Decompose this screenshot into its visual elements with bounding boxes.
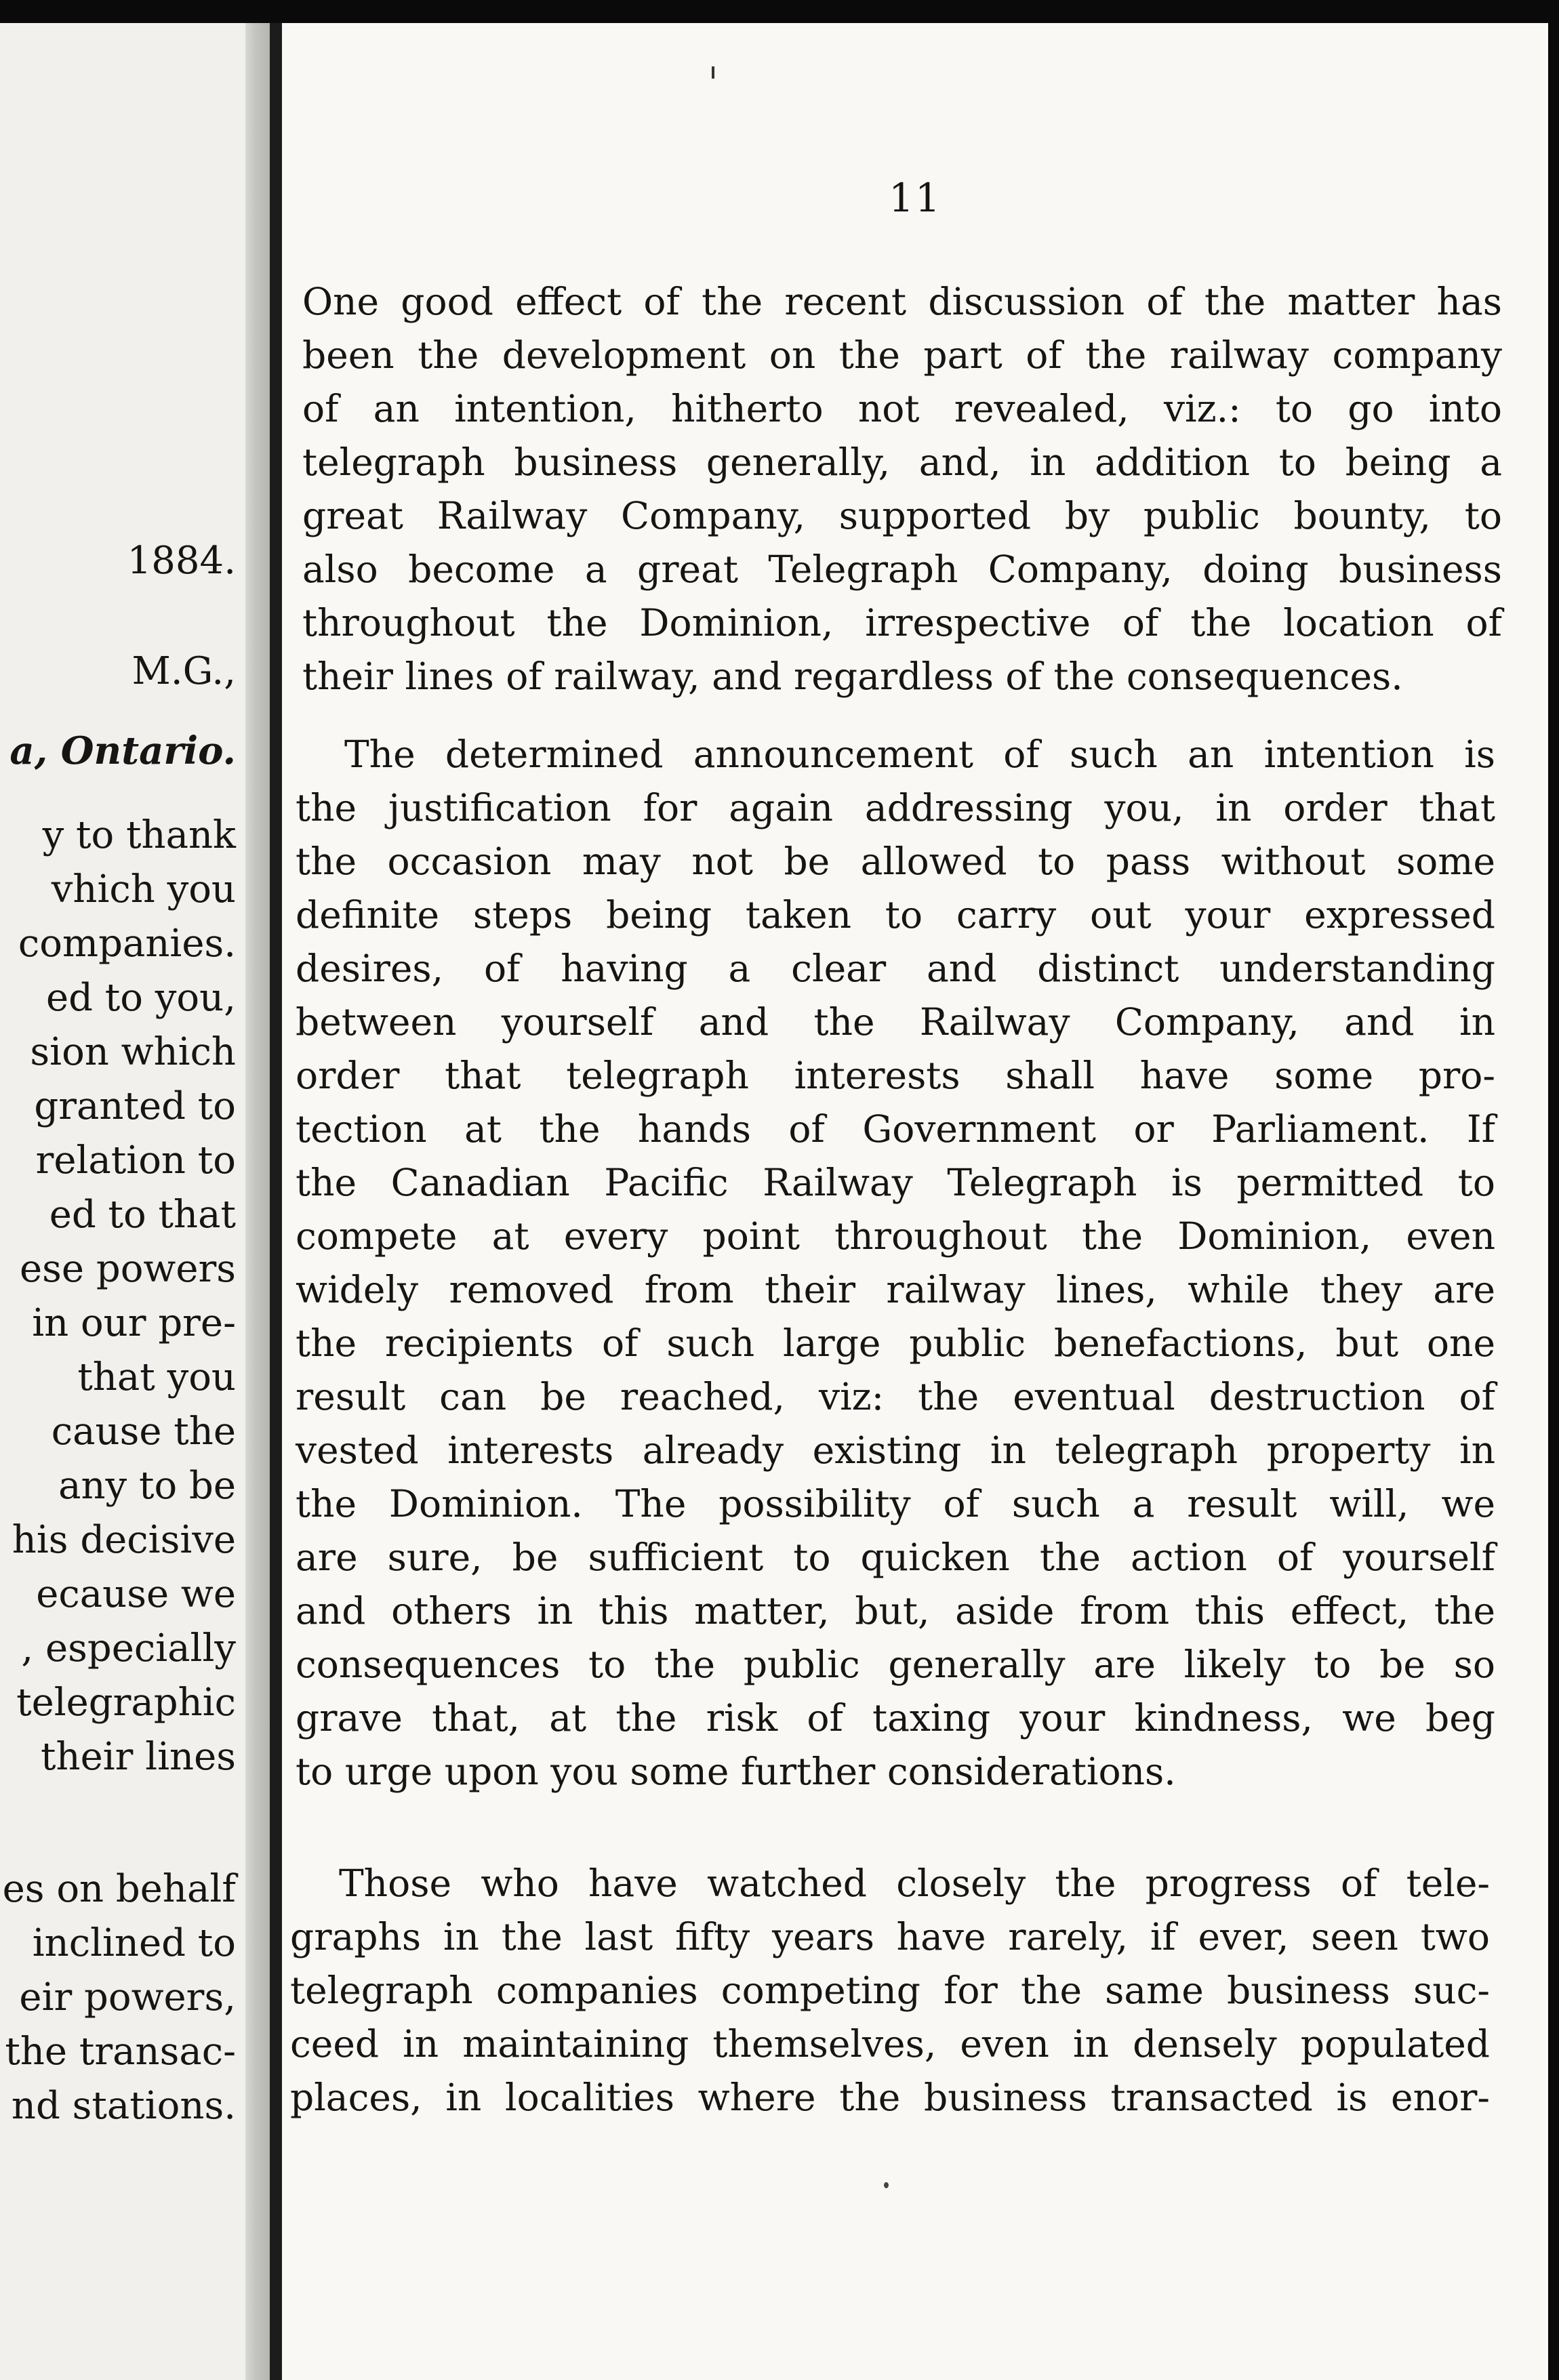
paragraph-line: between yourself and the Railway Company, and in: [296, 1000, 1495, 1044]
paragraph-line: to urge upon you some further considerations.: [296, 1750, 1176, 1793]
facing-page-left: [0, 23, 245, 2380]
left-page-line: , especially: [21, 1626, 236, 1670]
paragraph-line: their lines of railway, and regardless of the consequences.: [302, 655, 1403, 698]
book-gutter: [270, 23, 282, 2380]
scan-speck: [884, 2182, 889, 2188]
paragraph-line: order that telegraph interests shall have some pro-: [296, 1054, 1495, 1097]
paragraph-2: [296, 728, 1495, 1799]
left-page-line: telegraphic: [16, 1681, 236, 1725]
paragraph-line: are sure, be sufficient to quicken the action of yourself: [296, 1536, 1495, 1579]
left-page-line: nd stations.: [11, 2084, 236, 2128]
left-page-line: relation to: [35, 1138, 236, 1183]
left-page-line: ecause we: [36, 1572, 236, 1616]
paragraph-line: graphs in the last fifty years have rarely, if ever, seen two: [290, 1915, 1490, 1958]
left-page-line: ese powers: [20, 1247, 236, 1291]
document-page: [282, 23, 1548, 2380]
paragraph-1: [302, 275, 1502, 703]
paragraph-line: places, in localities where the business transacted is enor-: [290, 2076, 1490, 2119]
paragraph-line: definite steps being taken to carry out your expressed: [296, 893, 1495, 937]
paragraph-line: grave that, at the risk of taxing your kindness, we beg: [296, 1696, 1495, 1740]
paragraph-line: consequences to the public generally are likely to be so: [296, 1643, 1495, 1686]
left-page-line: granted to: [34, 1084, 236, 1128]
left-page-line: any to be: [58, 1464, 236, 1508]
paragraph-line: desires, of having a clear and distinct understanding: [296, 947, 1495, 990]
left-page-line: inclined to: [32, 1921, 236, 1965]
paragraph-line: the recipients of such large public benefactions, but one: [296, 1321, 1495, 1365]
left-page-line: sion which: [30, 1030, 236, 1074]
paragraph-line: widely removed from their railway lines, while they are: [296, 1268, 1495, 1311]
left-page-line: companies.: [18, 922, 236, 966]
page-edge-shadow: [245, 23, 270, 2380]
left-page-line: in our pre-: [32, 1301, 236, 1345]
left-page-line: their lines: [41, 1735, 236, 1779]
left-page-line: M.G.,: [131, 649, 236, 693]
left-page-line: a, Ontario.: [9, 729, 236, 773]
paragraph-line: vested interests already existing in telegraph property in: [296, 1429, 1495, 1472]
left-page-line: y to thank: [42, 813, 236, 857]
paragraph-line: ceed in maintaining themselves, even in densely populated: [290, 2022, 1490, 2066]
left-page-line: vhich you: [51, 867, 236, 911]
paragraph-line: telegraph business generally, and, in addition to being a: [302, 440, 1502, 484]
paragraph-line: One good effect of the recent discussion of the matter has: [302, 280, 1502, 323]
left-page-line: es on behalf: [2, 1867, 236, 1911]
left-page-line: his decisive: [12, 1518, 236, 1562]
paragraph-line: the Canadian Pacific Railway Telegraph is permitted to: [296, 1161, 1495, 1204]
paragraph-line: throughout the Dominion, irrespective of the location of: [302, 601, 1502, 644]
left-page-line: eir powers,: [19, 1975, 236, 2019]
paragraph-line: result can be reached, viz: the eventual destruction of: [296, 1375, 1495, 1418]
left-page-line: ed to you,: [45, 976, 236, 1020]
page-number: 11: [889, 175, 942, 221]
paragraph-line: and others in this matter, but, aside from this effect, the: [296, 1589, 1495, 1633]
left-page-line: the transac-: [5, 2030, 236, 2074]
paragraph-line: Those who have watched closely the progress of tele-: [339, 1862, 1490, 1905]
scan-border-top: [0, 0, 1559, 23]
paragraph-line: tection at the hands of Government or Parliament. If: [296, 1107, 1495, 1151]
paragraph-3: [290, 1857, 1490, 2125]
paragraph-line: the justification for again addressing you, in order that: [296, 786, 1495, 829]
left-page-line: 1884.: [127, 539, 236, 583]
scan-speck: [712, 66, 714, 79]
paragraph-line: compete at every point throughout the Dominion, even: [296, 1214, 1495, 1258]
paragraph-line: telegraph companies competing for the same business suc-: [290, 1969, 1490, 2012]
paragraph-line: of an intention, hitherto not revealed, viz.: to go into: [302, 387, 1502, 430]
left-page-line: that you: [77, 1355, 236, 1399]
scan-border-right: [1548, 0, 1559, 2380]
left-page-line: cause the: [51, 1410, 236, 1454]
paragraph-line: the Dominion. The possibility of such a result will, we: [296, 1482, 1495, 1525]
paragraph-line: the occasion may not be allowed to pass without some: [296, 840, 1495, 883]
paragraph-line: The determined announcement of such an intention is: [344, 733, 1495, 776]
paragraph-line: also become a great Telegraph Company, doing business: [302, 548, 1502, 591]
paragraph-line: been the development on the part of the railway company: [302, 333, 1502, 377]
left-page-line: ed to that: [49, 1193, 236, 1237]
paragraph-line: great Railway Company, supported by public bounty, to: [302, 494, 1502, 537]
